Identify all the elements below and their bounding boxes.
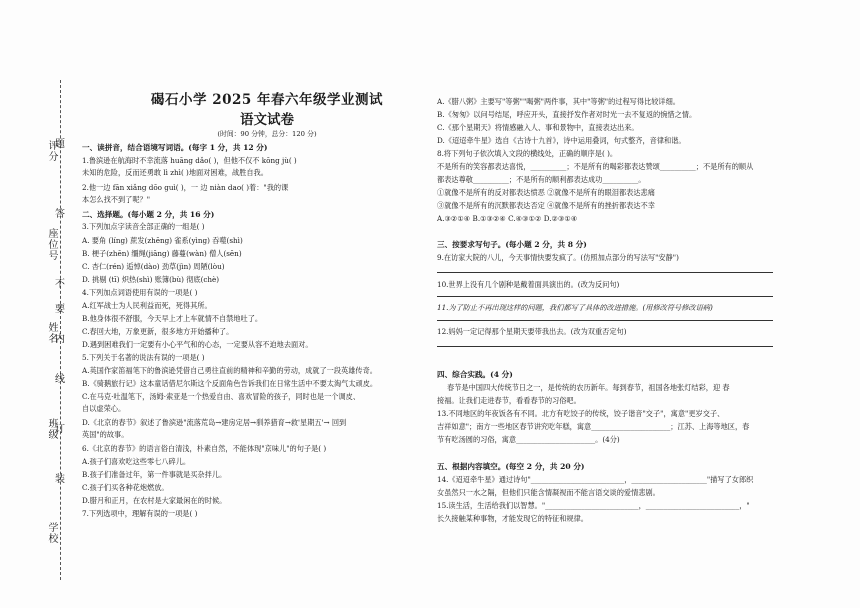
question-line: 7.下列选项中，理解有误的一项是( ): [82, 509, 198, 518]
option-line: B.他身体很不舒服，今天早上才上车就情不自禁地吐了。: [82, 314, 263, 323]
section-1-heading: 一、读拼音，结合语境写词语。(每字 1 分，共 12 分): [82, 143, 268, 152]
option-line: A.英国作家笛福笔下的鲁滨逊凭借自己勇往直前的精神和辛勤的劳动，成就了一段英雄传奇。: [82, 366, 377, 375]
option-line: C.在马克·吐温笔下，汤姆·索亚是一个热爱自由、喜欢冒险的孩子，同时也是一个调皮、: [82, 392, 361, 401]
option-line: D.《北京的春节》叙述了鲁滨逊"流落荒岛→建房定居→驯养猎育→救'星期五'→ 回到: [82, 418, 347, 427]
section-3-heading: 三、按要求写句子。(每小题 2 分，共 8 分): [437, 240, 587, 249]
option-line: B. 梗子(zhēn) 缰绳(jiāng) 藤蔓(wàn) 僧人(sēn): [82, 249, 242, 258]
question-line: 15.读生活，生活给我们以智慧。"__________________________，__________________________，": [437, 501, 750, 510]
option-line: B.孩子们准备过年，第一件事就是买杂拌儿。: [82, 470, 227, 479]
option-line: A.红军战士为人民利益而死，死得其所。: [82, 301, 212, 310]
option-line: A. 要角 (líng) 蔗发(zhēng) 雀系(yìng) 吞噬(shì): [82, 236, 243, 245]
option-line: A.③②①④ B.①③②④ C.④③①② D.②③①④: [437, 214, 578, 223]
question-line: 11.为了防止不再出现这样的问题，我们都写了具体的改进措施。(用修改符号修改语病): [437, 303, 713, 312]
question-line: 2.他一边 fān xiǎng dōo guì( )，一 边 niàn dao( )着："我的课: [82, 183, 289, 192]
paragraph-line: 接福。让我们走进春节，看看春节的习俗吧。: [437, 396, 581, 405]
option-line: A.孩子们喜欢吃这些零七八碎儿。: [82, 457, 191, 466]
option-line: B.《匆匆》以问号结尾，呼应开头，直接抒发作者对时光一去不复返的惋惜之情。: [437, 110, 697, 119]
option-line: ①就像不是所有的反对都表达愤恶 ②就像不是所有的眼泪都表达悲痛: [437, 188, 655, 197]
answer-line[interactable]: [437, 272, 773, 273]
option-line: C. 杏仁(rén) 逅悼(dào) 劲草(jìn) 周陋(lòu): [82, 262, 225, 271]
binding-label-name: 姓名: [46, 322, 57, 344]
binding-word: 订: [55, 424, 65, 435]
question-line: 4.下列加点词语使用有误的一项是( ): [82, 288, 198, 297]
binding-word: 内: [55, 334, 65, 345]
option-line: D.遇到困难我们一定要有小心平气和的心态，一定要从容不迫地去面对。: [82, 340, 313, 349]
binding-word: 答: [55, 209, 65, 220]
section-2-heading: 二、选择题。(每小题 2 分，共 16 分): [82, 210, 215, 219]
question-line: 都表达尊敬__________；不是所有的顺利都表达成功__________。: [437, 175, 646, 184]
question-line: 未知的危险，反而还勇敢 lì zhì( )地面对困难，战胜自我。: [82, 168, 268, 177]
option-line: C.《那个星期天》将情感融入人、事和景物中，直接表达出来。: [437, 123, 639, 132]
exam-title: 碣石小学 2025 年春六年级学业测试: [151, 92, 383, 108]
question-line: 13.不同地区的年夜饭各有不同。北方有吃饺子的传统，饺子谐音"交子"，寓意"更岁交子、: [437, 409, 725, 418]
question-line: 6.《北京的春节》的语言俗白清浅，朴素自然，不能体现"京味儿"的句子是( ): [82, 444, 327, 453]
binding-label-class: 班级: [46, 418, 57, 440]
binding-label-score: 评分: [46, 140, 57, 162]
question-line: 9.在访家大院的八儿，今天事情快要发疯了。(仿照加点部分的写法写"安静"): [437, 253, 679, 262]
exam-subtitle: 语文试卷: [240, 112, 294, 128]
section-5-heading: 五、根据内容填空。(每空 2 分，共 20 分): [437, 462, 585, 471]
section-4-heading: 四、综合实践。(4 分): [437, 370, 513, 379]
question-line: 12.妈妈一定记得那个星期天要带我出去。(改为双重否定句): [437, 327, 627, 336]
option-line: C.孩子们买各种花炮燃放。: [82, 483, 169, 492]
question-line: 10.世界上没有几个剧种是戴着面具演出的。(改为反问句): [437, 280, 620, 289]
option-line: 英国"的故事。: [82, 430, 129, 439]
binding-word: 不: [55, 279, 65, 290]
binding-label-seat: 座位号: [46, 228, 57, 261]
question-line: 不是所有的笑容都表达喜悦，__________；不是所有的喝彩都表达赞颂__________；不是所有的顺从: [437, 162, 754, 171]
question-line: 1.鲁滨逊在航海时不幸流落 huāng dǎo( )，但他不仅不 kōng jù( ): [82, 156, 297, 165]
question-line: 8.将下列句子依次填入文段的横线处，正确的顺序是( )。: [437, 149, 618, 158]
option-line: A.《腊八粥》主要写"等粥""喝粥"两件事，其中"等粥"的过程写得比较详细。: [437, 97, 680, 106]
question-line: 节有吃汤圆的习俗，寓意______________________。(4分): [437, 435, 620, 444]
binding-word: 题: [55, 139, 65, 150]
answer-line[interactable]: [437, 296, 773, 297]
binding-word: 要: [55, 304, 65, 315]
exam-meta: (时间：90 分钟，总分：120 分): [217, 130, 317, 138]
binding-label-school: 学校: [46, 522, 57, 544]
option-line: ③就像不是所有的沉默都表达否定 ④就像不是所有的挫折都表达不幸: [437, 201, 655, 210]
option-line: D. 挑剔 (tī) 炽热(shì) 账簿(bù) 彻底(chè): [82, 275, 220, 284]
option-line: D.《迢迢牵牛星》选自《古诗十九首》，诗中运用叠词，句式整齐，音律和谐。: [437, 136, 686, 145]
question-line: 14.《迢迢牵牛星》通过诗句"__________________________，_____________________"描写了女郎织: [437, 475, 754, 484]
option-line: C.春回大地，万象更新，很多地方开始播种了。: [82, 327, 234, 336]
question-line: 3.下列加点字读音全部正确的一组是( ): [82, 222, 205, 231]
answer-line[interactable]: [437, 320, 773, 321]
option-line: D.腊月和正月，在农村是大家最闲在的时候。: [82, 496, 227, 505]
binding-word: 装: [55, 474, 65, 485]
question-line: 长久接触某种事物，才能发现它的特征和规律。: [437, 514, 588, 523]
question-line: 女虽然只一水之隔，但他们只能含情凝视而不能言语交谈的爱情悲剧。: [437, 488, 660, 497]
question-line: 5.下列关于名著的说法有误的一项是( ): [82, 353, 205, 362]
binding-word: 线: [55, 374, 65, 385]
paragraph-line: 春节是中国四大传统节日之一，是传统的农历新年。每到春节，祖国各地张灯结彩，迎 春: [447, 383, 730, 392]
option-line: 自以虚荣心。: [82, 404, 126, 413]
option-line: B.《骑鹅旅行记》这本童话借尼尔斯这个反面角色告诉我们在日常生活中不要太淘气太顽皮。: [82, 379, 378, 388]
question-line: 本怎么找不到了呢？": [82, 195, 150, 204]
question-line: 吉祥如意"；南方一些地区春节讲究吃年糕，寓意______________________；江苏、上海等地区，春: [437, 422, 750, 431]
answer-line[interactable]: [437, 346, 773, 347]
